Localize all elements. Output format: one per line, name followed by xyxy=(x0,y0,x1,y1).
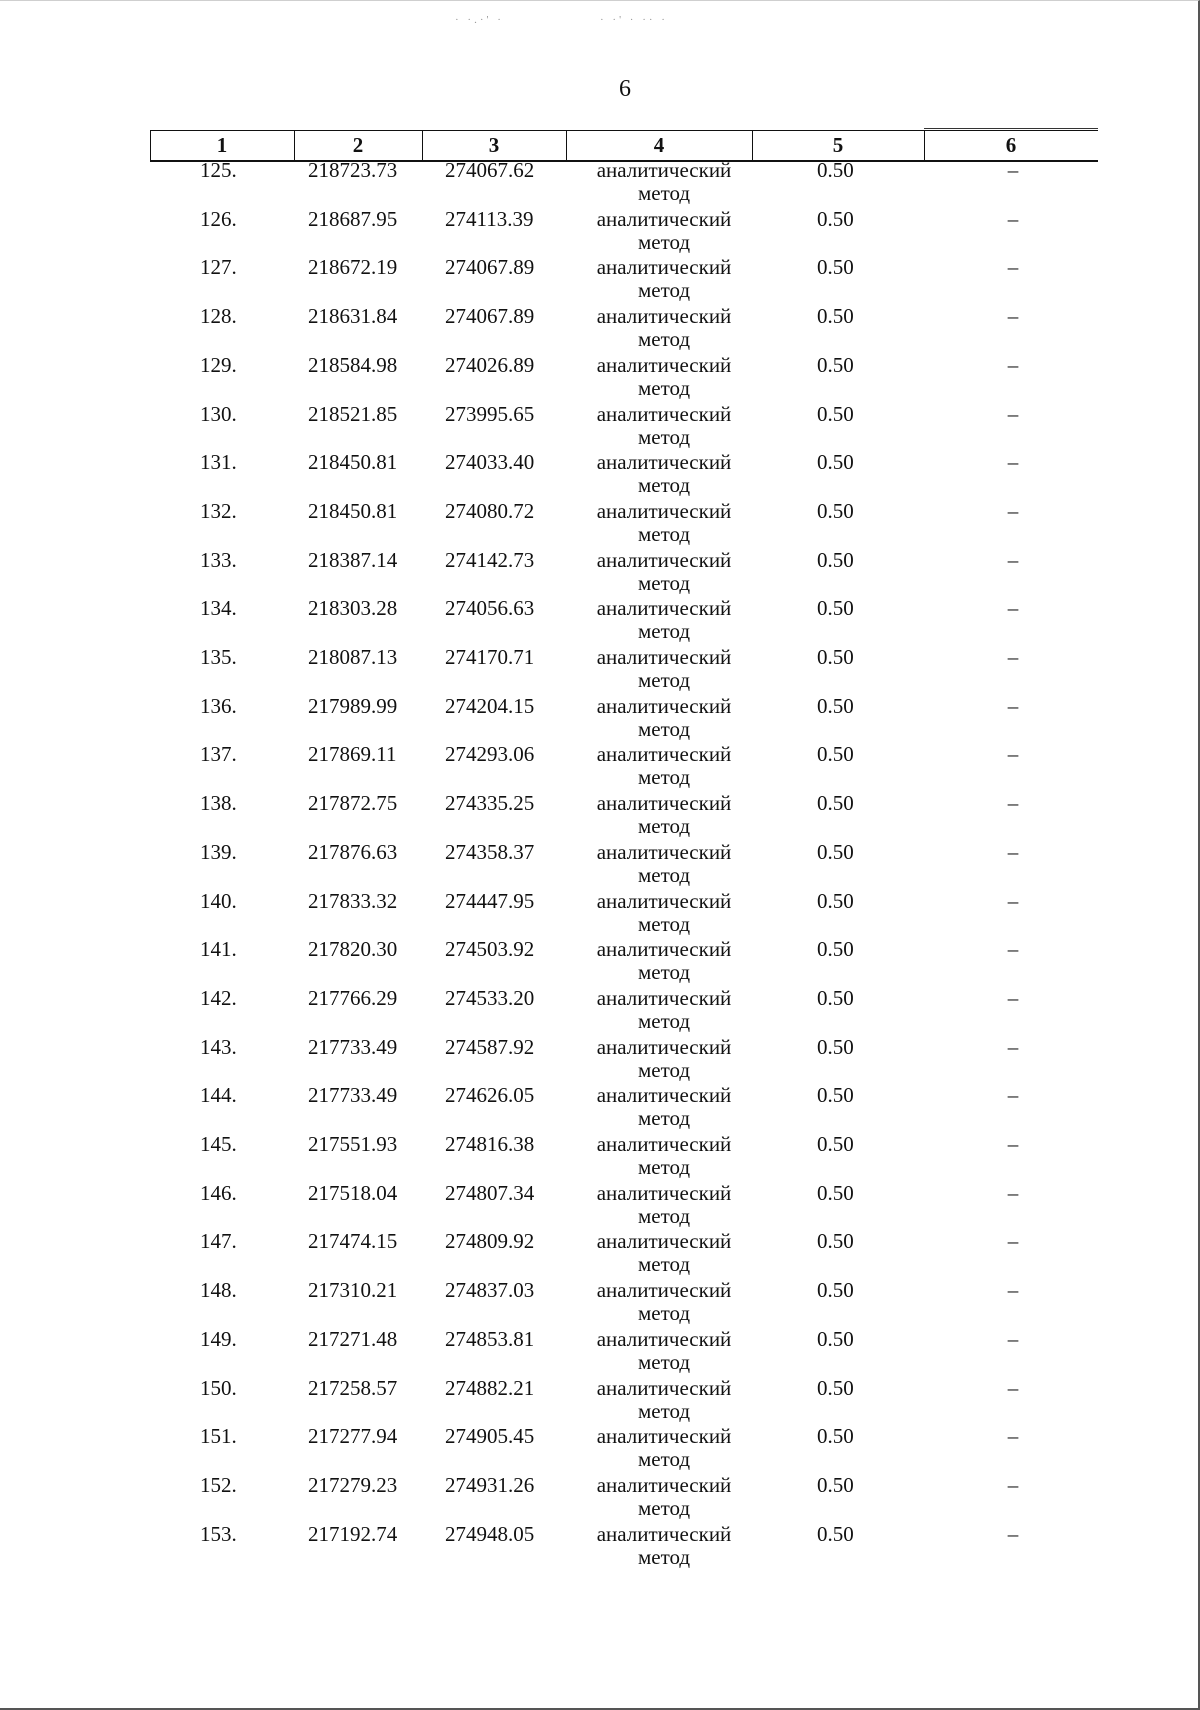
table-row xyxy=(0,840,1200,889)
determination-method xyxy=(584,353,744,400)
table-row xyxy=(0,1083,1200,1132)
point-number: 135. xyxy=(200,645,237,669)
method-line-1: аналитический xyxy=(596,888,732,913)
table-row xyxy=(0,596,1200,645)
method-line-2: метод xyxy=(637,668,691,692)
method-line-2: метод xyxy=(637,1495,691,1520)
coordinate-x: 217277.94 xyxy=(308,1424,398,1449)
table-row xyxy=(0,889,1200,938)
accuracy-value: 0.50 xyxy=(817,547,854,572)
accuracy-value: 0.50 xyxy=(817,596,854,621)
point-number: 145. xyxy=(200,1132,237,1156)
coordinate-x: 217474.15 xyxy=(308,1229,398,1254)
coordinate-x: 217551.93 xyxy=(308,1132,398,1156)
determination-method xyxy=(584,158,744,205)
description-dash: – xyxy=(1007,352,1019,377)
accuracy-value: 0.50 xyxy=(817,1278,854,1303)
coordinate-x: 218631.84 xyxy=(308,304,398,329)
point-number: 150. xyxy=(200,1375,237,1400)
description-dash: – xyxy=(1007,450,1019,475)
coordinate-x: 218521.85 xyxy=(308,401,398,426)
table-row xyxy=(0,645,1200,694)
method-line-2: метод xyxy=(637,1447,691,1472)
coordinate-x: 217733.49 xyxy=(308,1034,398,1059)
determination-method xyxy=(584,1229,744,1276)
table-row xyxy=(0,353,1200,402)
method-line-2: метод xyxy=(637,1008,691,1033)
method-line-1: аналитический xyxy=(596,596,732,621)
point-number: 143. xyxy=(200,1034,237,1059)
method-line-2: метод xyxy=(637,327,691,352)
accuracy-value: 0.50 xyxy=(817,985,854,1010)
table-row xyxy=(0,1278,1200,1327)
determination-method xyxy=(584,1522,744,1569)
method-line-1: аналитический xyxy=(596,742,732,767)
description-dash: – xyxy=(1007,937,1019,962)
coordinate-y: 274067.89 xyxy=(445,304,535,329)
point-number: 137. xyxy=(200,742,237,767)
determination-method xyxy=(584,986,744,1033)
table-row xyxy=(0,791,1200,840)
accuracy-value: 0.50 xyxy=(817,839,854,864)
coordinate-y: 274080.72 xyxy=(445,498,535,523)
coordinate-x: 218387.14 xyxy=(308,547,398,572)
point-number: 153. xyxy=(200,1521,237,1546)
method-line-1: аналитический xyxy=(596,352,732,377)
method-line-1: аналитический xyxy=(596,158,732,182)
point-number: 134. xyxy=(200,596,237,621)
description-dash: – xyxy=(1007,1229,1019,1254)
point-number: 126. xyxy=(200,206,237,231)
determination-method xyxy=(584,1278,744,1325)
header-top-rule xyxy=(150,130,1098,131)
method-line-1: аналитический xyxy=(596,645,732,669)
method-line-1: аналитический xyxy=(596,1521,732,1546)
coordinate-y: 274587.92 xyxy=(445,1034,535,1059)
coordinate-y: 274882.21 xyxy=(445,1375,535,1400)
method-line-2: метод xyxy=(637,229,691,254)
coordinate-y: 274170.71 xyxy=(445,645,535,669)
determination-method xyxy=(584,402,744,449)
description-dash: – xyxy=(1007,1034,1019,1059)
coordinate-x: 217279.23 xyxy=(308,1472,398,1497)
page-number: 6 xyxy=(619,76,631,102)
description-dash: – xyxy=(1007,498,1019,523)
table-row xyxy=(0,1522,1200,1571)
table-row xyxy=(0,1035,1200,1084)
coordinate-x: 218584.98 xyxy=(308,352,398,377)
determination-method xyxy=(584,742,744,789)
coordinate-y: 274503.92 xyxy=(445,937,535,962)
table-row xyxy=(0,694,1200,743)
method-line-2: метод xyxy=(637,1106,691,1131)
method-line-2: метод xyxy=(637,521,691,546)
coordinate-y: 274293.06 xyxy=(445,742,535,767)
method-line-1: аналитический xyxy=(596,791,732,816)
accuracy-value: 0.50 xyxy=(817,1326,854,1351)
determination-method xyxy=(584,1424,744,1471)
table-row xyxy=(0,1376,1200,1425)
method-line-2: метод xyxy=(637,473,691,498)
method-line-2: метод xyxy=(637,1155,691,1179)
header-top-rule-extension xyxy=(924,128,1098,129)
header-col-5: 5 xyxy=(832,133,844,157)
coordinate-y: 274067.62 xyxy=(445,158,535,182)
coordinate-x: 218450.81 xyxy=(308,450,398,475)
method-line-2: метод xyxy=(637,424,691,449)
coordinate-y: 274626.05 xyxy=(445,1083,535,1108)
table-row xyxy=(0,548,1200,597)
coordinate-y: 274113.39 xyxy=(445,206,534,231)
description-dash: – xyxy=(1007,791,1019,816)
coordinate-x: 218723.73 xyxy=(308,158,398,182)
point-number: 129. xyxy=(200,352,237,377)
method-line-1: аналитический xyxy=(596,1229,732,1254)
accuracy-value: 0.50 xyxy=(817,255,854,280)
method-line-1: аналитический xyxy=(596,693,732,718)
accuracy-value: 0.50 xyxy=(817,450,854,475)
coordinate-x: 218087.13 xyxy=(308,645,398,669)
point-number: 148. xyxy=(200,1278,237,1303)
method-line-1: аналитический xyxy=(596,450,732,475)
point-number: 146. xyxy=(200,1180,237,1205)
coordinate-y: 274809.92 xyxy=(445,1229,535,1254)
method-line-2: метод xyxy=(637,765,691,790)
coordinate-x: 218687.95 xyxy=(308,206,398,231)
method-line-1: аналитический xyxy=(596,1375,732,1400)
table-row xyxy=(0,207,1200,256)
method-line-1: аналитический xyxy=(596,1034,732,1059)
point-number: 128. xyxy=(200,304,237,329)
determination-method xyxy=(584,645,744,692)
determination-method xyxy=(584,1035,744,1082)
coordinate-x: 218672.19 xyxy=(308,255,398,280)
description-dash: – xyxy=(1007,547,1019,572)
accuracy-value: 0.50 xyxy=(817,1132,854,1156)
table-row xyxy=(0,1424,1200,1473)
point-number: 131. xyxy=(200,450,237,475)
determination-method xyxy=(584,207,744,254)
description-dash: – xyxy=(1007,1521,1019,1546)
accuracy-value: 0.50 xyxy=(817,304,854,329)
description-dash: – xyxy=(1007,158,1019,182)
point-number: 152. xyxy=(200,1472,237,1497)
description-dash: – xyxy=(1007,693,1019,718)
coordinate-y: 274931.26 xyxy=(445,1472,535,1497)
method-line-1: аналитический xyxy=(596,255,732,280)
coordinate-y: 274837.03 xyxy=(445,1278,535,1303)
accuracy-value: 0.50 xyxy=(817,937,854,962)
table-row xyxy=(0,255,1200,304)
accuracy-value: 0.50 xyxy=(817,1375,854,1400)
coordinate-x: 217833.32 xyxy=(308,888,398,913)
table-row xyxy=(0,1181,1200,1230)
point-number: 125. xyxy=(200,158,237,182)
table-row xyxy=(0,1473,1200,1522)
method-line-1: аналитический xyxy=(596,1472,732,1497)
determination-method xyxy=(584,1327,744,1374)
description-dash: – xyxy=(1007,304,1019,329)
accuracy-value: 0.50 xyxy=(817,206,854,231)
point-number: 139. xyxy=(200,839,237,864)
point-number: 147. xyxy=(200,1229,237,1254)
description-dash: – xyxy=(1007,596,1019,621)
coordinate-y: 274816.38 xyxy=(445,1132,535,1156)
header-col-2: 2 xyxy=(352,133,364,157)
coordinate-y: 273995.65 xyxy=(445,401,535,426)
method-line-1: аналитический xyxy=(596,937,732,962)
coordinate-x: 217989.99 xyxy=(308,693,398,718)
table-row xyxy=(0,304,1200,353)
description-dash: – xyxy=(1007,1180,1019,1205)
determination-method xyxy=(584,840,744,887)
coordinate-y: 274807.34 xyxy=(445,1180,535,1205)
method-line-1: аналитический xyxy=(596,1278,732,1303)
point-number: 138. xyxy=(200,791,237,816)
determination-method xyxy=(584,596,744,643)
method-line-2: метод xyxy=(637,1203,691,1228)
determination-method xyxy=(584,937,744,984)
accuracy-value: 0.50 xyxy=(817,1229,854,1254)
table-row xyxy=(0,402,1200,451)
coordinate-y: 274533.20 xyxy=(445,985,535,1010)
description-dash: – xyxy=(1007,206,1019,231)
determination-method xyxy=(584,1132,744,1179)
determination-method xyxy=(584,450,744,497)
determination-method xyxy=(584,548,744,595)
table-row xyxy=(0,158,1200,207)
method-line-1: аналитический xyxy=(596,1326,732,1351)
table-row xyxy=(0,1132,1200,1181)
table-row xyxy=(0,937,1200,986)
table-row xyxy=(0,499,1200,548)
method-line-2: метод xyxy=(637,619,691,644)
description-dash: – xyxy=(1007,255,1019,280)
method-line-2: метод xyxy=(637,375,691,400)
table-row xyxy=(0,450,1200,499)
point-number: 144. xyxy=(200,1083,237,1108)
method-line-2: метод xyxy=(637,911,691,936)
description-dash: – xyxy=(1007,1083,1019,1108)
scan-noise-mark: · ·' · ·· · xyxy=(600,14,668,26)
determination-method xyxy=(584,1181,744,1228)
header-col-3: 3 xyxy=(488,133,500,157)
accuracy-value: 0.50 xyxy=(817,498,854,523)
method-line-2: метод xyxy=(637,1252,691,1277)
determination-method xyxy=(584,1376,744,1423)
determination-method xyxy=(584,791,744,838)
method-line-2: метод xyxy=(637,1301,691,1326)
accuracy-value: 0.50 xyxy=(817,1034,854,1059)
method-line-2: метод xyxy=(637,1057,691,1082)
accuracy-value: 0.50 xyxy=(817,1180,854,1205)
coordinate-y: 274335.25 xyxy=(445,791,535,816)
determination-method xyxy=(584,889,744,936)
accuracy-value: 0.50 xyxy=(817,693,854,718)
coordinate-x: 217876.63 xyxy=(308,839,398,864)
point-number: 130. xyxy=(200,401,237,426)
method-line-2: метод xyxy=(637,1544,691,1569)
description-dash: – xyxy=(1007,1472,1019,1497)
method-line-1: аналитический xyxy=(596,401,732,426)
determination-method xyxy=(584,1473,744,1520)
table-row xyxy=(0,1327,1200,1376)
coordinate-x: 217733.49 xyxy=(308,1083,398,1108)
coordinate-x: 217192.74 xyxy=(308,1521,398,1546)
header-col-6: 6 xyxy=(1005,133,1017,157)
method-line-1: аналитический xyxy=(596,304,732,329)
method-line-2: метод xyxy=(637,862,691,887)
coordinate-y: 274853.81 xyxy=(445,1326,535,1351)
accuracy-value: 0.50 xyxy=(817,1083,854,1108)
accuracy-value: 0.50 xyxy=(817,645,854,669)
method-line-1: аналитический xyxy=(596,1424,732,1449)
coordinate-y: 274358.37 xyxy=(445,839,535,864)
point-number: 142. xyxy=(200,985,237,1010)
method-line-2: метод xyxy=(637,960,691,985)
coordinate-x: 217869.11 xyxy=(308,742,397,767)
table-row xyxy=(0,742,1200,791)
accuracy-value: 0.50 xyxy=(817,352,854,377)
table-row xyxy=(0,1229,1200,1278)
method-line-2: метод xyxy=(637,278,691,303)
accuracy-value: 0.50 xyxy=(817,1472,854,1497)
accuracy-value: 0.50 xyxy=(817,742,854,767)
method-line-1: аналитический xyxy=(596,839,732,864)
determination-method xyxy=(584,499,744,546)
coordinate-x: 218450.81 xyxy=(308,498,398,523)
description-dash: – xyxy=(1007,1375,1019,1400)
method-line-2: метод xyxy=(637,716,691,741)
coordinate-y: 274067.89 xyxy=(445,255,535,280)
description-dash: – xyxy=(1007,742,1019,767)
accuracy-value: 0.50 xyxy=(817,158,854,182)
coordinate-y: 274204.15 xyxy=(445,693,535,718)
point-number: 136. xyxy=(200,693,237,718)
coordinate-y: 274142.73 xyxy=(445,547,535,572)
description-dash: – xyxy=(1007,645,1019,669)
determination-method xyxy=(584,304,744,351)
method-line-1: аналитический xyxy=(596,498,732,523)
point-number: 132. xyxy=(200,498,237,523)
coordinate-y: 274948.05 xyxy=(445,1521,535,1546)
determination-method xyxy=(584,694,744,741)
description-dash: – xyxy=(1007,888,1019,913)
method-line-2: метод xyxy=(637,1398,691,1423)
method-line-1: аналитический xyxy=(596,985,732,1010)
coordinate-x: 217271.48 xyxy=(308,1326,398,1351)
scan-noise-mark: · ·.·' · xyxy=(455,14,504,26)
accuracy-value: 0.50 xyxy=(817,791,854,816)
method-line-1: аналитический xyxy=(596,1180,732,1205)
method-line-2: метод xyxy=(637,570,691,595)
description-dash: – xyxy=(1007,401,1019,426)
description-dash: – xyxy=(1007,1132,1019,1156)
header-col-4: 4 xyxy=(653,133,665,157)
coordinate-x: 218303.28 xyxy=(308,596,398,621)
coordinate-x: 217820.30 xyxy=(308,937,398,962)
coordinate-x: 217872.75 xyxy=(308,791,398,816)
point-number: 149. xyxy=(200,1326,237,1351)
coordinate-y: 274026.89 xyxy=(445,352,535,377)
description-dash: – xyxy=(1007,1278,1019,1303)
determination-method xyxy=(584,255,744,302)
determination-method xyxy=(584,1083,744,1130)
coordinate-y: 274033.40 xyxy=(445,450,535,475)
description-dash: – xyxy=(1007,985,1019,1010)
coordinate-y: 274056.63 xyxy=(445,596,535,621)
accuracy-value: 0.50 xyxy=(817,401,854,426)
accuracy-value: 0.50 xyxy=(817,1424,854,1449)
point-number: 133. xyxy=(200,547,237,572)
coordinate-y: 274905.45 xyxy=(445,1424,535,1449)
method-line-1: аналитический xyxy=(596,1083,732,1108)
coordinate-x: 217766.29 xyxy=(308,985,398,1010)
description-dash: – xyxy=(1007,1326,1019,1351)
header-col-1: 1 xyxy=(216,133,228,157)
point-number: 151. xyxy=(200,1424,237,1449)
coordinate-x: 217518.04 xyxy=(308,1180,398,1205)
accuracy-value: 0.50 xyxy=(817,888,854,913)
accuracy-value: 0.50 xyxy=(817,1521,854,1546)
method-line-1: аналитический xyxy=(596,1132,732,1156)
point-number: 141. xyxy=(200,937,237,962)
description-dash: – xyxy=(1007,1424,1019,1449)
description-dash: – xyxy=(1007,839,1019,864)
coordinate-y: 274447.95 xyxy=(445,888,535,913)
method-line-2: метод xyxy=(637,181,691,205)
method-line-2: метод xyxy=(637,814,691,839)
method-line-1: аналитический xyxy=(596,547,732,572)
point-number: 140. xyxy=(200,888,237,913)
method-line-1: аналитический xyxy=(596,206,732,231)
table-row xyxy=(0,986,1200,1035)
point-number: 127. xyxy=(200,255,237,280)
coordinate-x: 217310.21 xyxy=(308,1278,398,1303)
coordinate-x: 217258.57 xyxy=(308,1375,398,1400)
method-line-2: метод xyxy=(637,1349,691,1374)
